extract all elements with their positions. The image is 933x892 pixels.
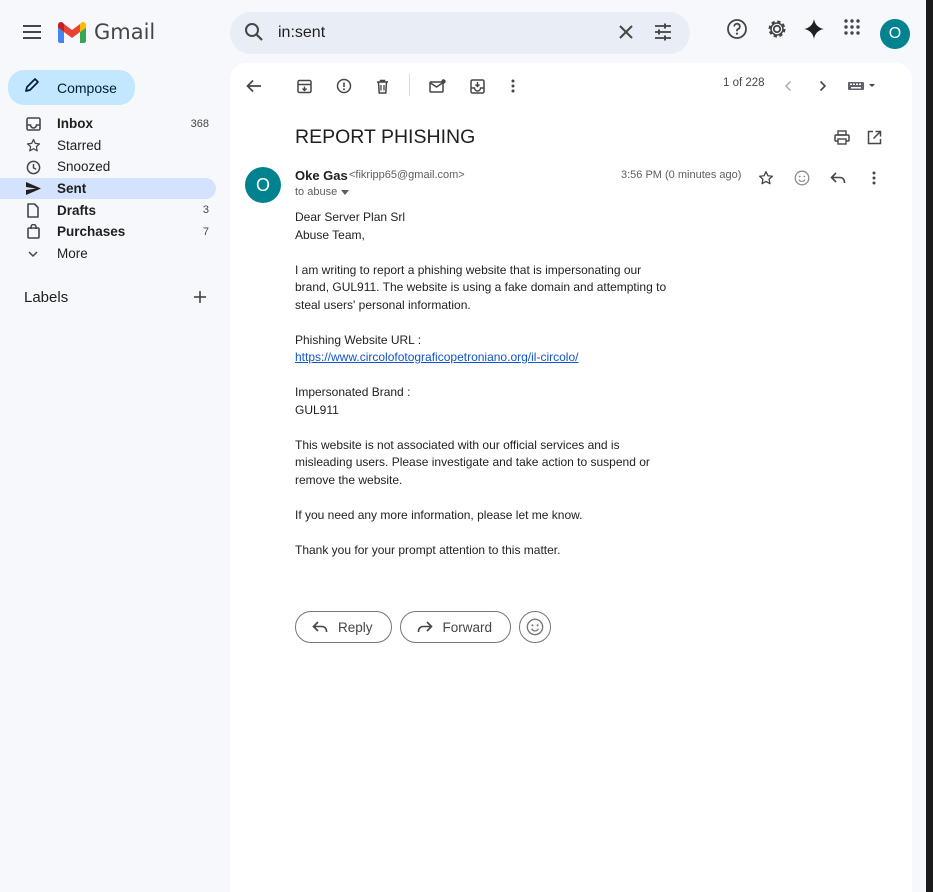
compose-button[interactable]: [8, 70, 135, 105]
sidebar-item-label: Snoozed: [57, 159, 111, 175]
phishing-url-link[interactable]: https://www.circolofotograficopetroniano.org/il-circolo/: [295, 350, 579, 364]
body-paragraph: If you need any more information, please let me know.: [295, 507, 583, 522]
emoji-reaction-button[interactable]: [519, 611, 551, 643]
email-subject: REPORT PHISHING: [295, 126, 476, 148]
newer-chevron-icon[interactable]: [778, 76, 798, 96]
open-new-window-icon[interactable]: [864, 127, 884, 147]
sender-name[interactable]: Oke Gas: [295, 168, 348, 183]
body-url-block: Phishing Website URL : https://www.circolofotograficopetroniano.org/il-circolo/: [295, 332, 579, 364]
main-menu-icon[interactable]: [16, 16, 48, 48]
sidebar-item-label: Purchases: [57, 224, 126, 240]
pencil-icon: [24, 77, 40, 98]
more-vertical-icon[interactable]: [864, 168, 884, 188]
clock-icon: [25, 159, 41, 175]
sender-avatar[interactable]: O: [245, 167, 281, 203]
sidebar-item-label: Drafts: [57, 202, 97, 218]
search-options-icon[interactable]: [653, 22, 673, 47]
reply-icon[interactable]: [828, 168, 848, 188]
sidebar-item-count: 3: [202, 204, 209, 217]
star-icon: [25, 138, 41, 154]
labels-header: Labels: [24, 289, 69, 306]
account-avatar[interactable]: O: [880, 19, 910, 49]
sidebar-item-purchases[interactable]: [0, 221, 216, 243]
message-date: 3:56 PM (0 minutes ago): [621, 169, 742, 181]
body-paragraph: Thank you for your prompt attention to this matter.: [295, 542, 561, 557]
sidebar-item-label: Sent: [57, 181, 87, 197]
star-icon[interactable]: [756, 168, 776, 188]
sidebar-item-inbox[interactable]: [0, 113, 216, 135]
toolbar-divider: [409, 74, 410, 96]
trash-icon[interactable]: [372, 76, 392, 96]
reply-icon: [312, 621, 328, 633]
back-arrow-icon[interactable]: [244, 76, 264, 96]
archive-icon[interactable]: [294, 76, 314, 96]
caret-down-icon[interactable]: [341, 186, 349, 198]
sidebar-item-label: Starred: [57, 137, 102, 153]
body-paragraph: I am writing to report a phishing website that is impersonating our brand, GUL911. The website is using a fake domain and attempting to steal users' personal information.: [295, 262, 667, 312]
sidebar-item-label: Inbox: [57, 116, 93, 132]
move-to-icon[interactable]: [467, 76, 487, 96]
report-spam-icon[interactable]: [334, 76, 354, 96]
emoji-icon: [526, 618, 544, 636]
mark-unread-icon[interactable]: [427, 76, 447, 96]
search-bar[interactable]: [230, 12, 690, 54]
sidebar-item-sent[interactable]: [0, 178, 216, 200]
reply-label: Reply: [338, 619, 373, 635]
help-icon[interactable]: [726, 18, 748, 45]
more-vertical-icon[interactable]: [503, 76, 523, 96]
sender-email: <fikripp65@gmail.com>: [349, 169, 465, 181]
sidebar-item-count: 368: [190, 117, 209, 130]
recipient-details[interactable]: [295, 186, 349, 198]
sidebar-item-label: More: [57, 245, 88, 261]
sidebar-item-snoozed[interactable]: [0, 156, 216, 178]
sidebar-item-drafts[interactable]: [0, 199, 216, 221]
settings-gear-icon[interactable]: [766, 18, 788, 45]
reply-button[interactable]: [295, 611, 392, 643]
older-chevron-icon[interactable]: [813, 76, 833, 96]
sidebar-item-more[interactable]: [0, 243, 216, 265]
inbox-icon: [25, 116, 41, 132]
app-name: Gmail: [94, 20, 156, 44]
gemini-sparkle-icon[interactable]: [803, 18, 825, 45]
clear-search-icon[interactable]: [616, 22, 636, 47]
chevron-down-icon: [25, 246, 41, 262]
to-line-text: to abuse: [295, 186, 338, 198]
email-body: [295, 209, 675, 577]
gmail-logo-icon: [58, 22, 86, 43]
search-input[interactable]: [278, 22, 598, 44]
body-greeting: Dear Server Plan Srl Abuse Team,: [295, 210, 406, 242]
gmail-logo[interactable]: [58, 20, 155, 44]
window-edge: [926, 0, 933, 892]
forward-button[interactable]: [400, 611, 512, 643]
emoji-reaction-icon[interactable]: [792, 168, 812, 188]
purchases-icon: [25, 224, 41, 240]
draft-icon: [25, 202, 41, 218]
side-panel-gutter: [912, 0, 926, 892]
apps-grid-icon[interactable]: [843, 18, 861, 41]
compose-label: Compose: [57, 79, 117, 96]
search-icon[interactable]: [244, 22, 264, 47]
add-label-icon[interactable]: [192, 289, 208, 310]
sidebar-nav: [0, 113, 216, 264]
sidebar-item-starred[interactable]: [0, 135, 216, 157]
forward-icon: [417, 621, 433, 633]
top-bar: [0, 0, 912, 64]
message-view: [230, 63, 912, 892]
forward-label: Forward: [442, 619, 493, 635]
body-brand-block: Impersonated Brand : GUL911: [295, 385, 411, 417]
sidebar-item-count: 7: [202, 225, 209, 238]
body-paragraph: This website is not associated with our official services and is misleading users. Please investigate and take action to suspend or remove the website.: [295, 437, 650, 487]
send-icon: [25, 181, 41, 197]
keyboard-input-icon[interactable]: [847, 76, 879, 96]
print-icon[interactable]: [832, 127, 852, 147]
reply-actions: [295, 611, 551, 643]
pagination-text: 1 of 228: [723, 77, 765, 89]
